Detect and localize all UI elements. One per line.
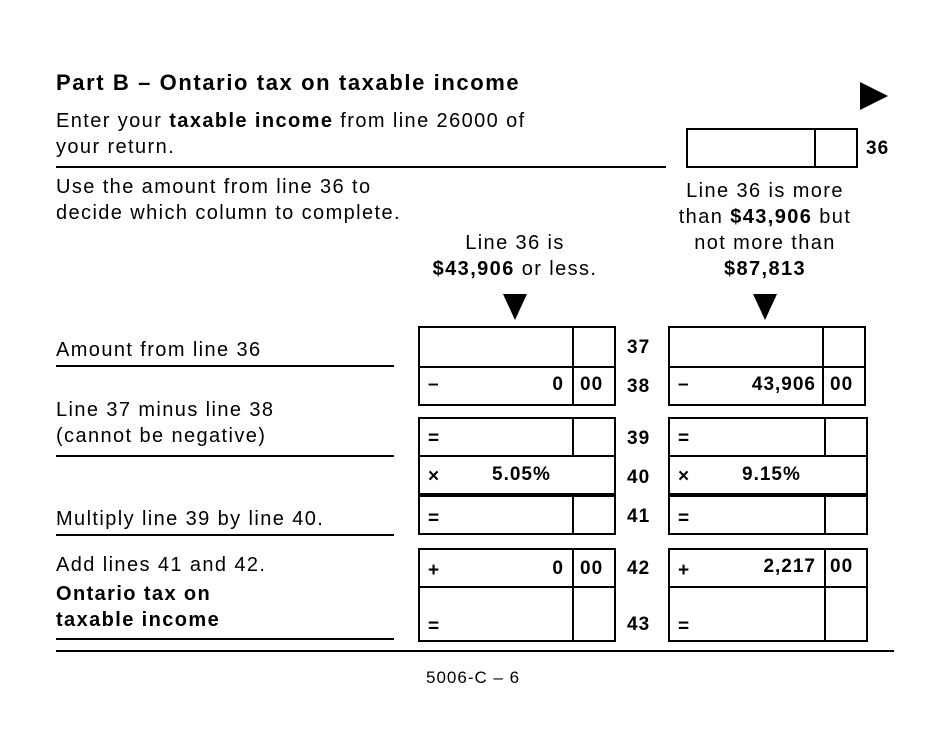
page-title: Part B – Ontario tax on taxable income	[56, 70, 521, 95]
bottom-rule	[56, 650, 894, 652]
line-number-36: 36	[866, 138, 890, 159]
cents-divider	[814, 130, 816, 166]
col1-line-38-cents: 00	[580, 374, 604, 395]
col2-line-38-value: 43,906	[751, 374, 816, 395]
cents-divider	[572, 550, 574, 640]
divider	[56, 455, 394, 457]
equals-sign: =	[678, 508, 690, 529]
cents-divider	[572, 419, 574, 455]
cents-divider	[824, 419, 826, 455]
col1-line-43-input[interactable]	[418, 586, 572, 642]
col2-heading-line-2	[650, 204, 880, 230]
intro-bold: taxable income	[169, 110, 334, 132]
multiply-sign: ×	[678, 466, 690, 487]
divider	[56, 166, 666, 168]
col2-line-42-cents: 00	[830, 556, 854, 577]
line-36-input[interactable]	[686, 128, 858, 168]
plus-sign: +	[428, 560, 440, 581]
col2-lower-threshold: $43,906	[730, 206, 813, 228]
minus-sign: –	[428, 374, 439, 395]
divider	[56, 534, 394, 536]
line-37-label: Amount from line 36	[56, 339, 262, 361]
intro-line-1	[56, 108, 526, 134]
line-number-38: 38	[627, 376, 651, 397]
col1-heading-line-2	[400, 256, 630, 282]
down-arrow-icon	[753, 294, 777, 320]
line-43-label-1: Ontario tax on	[56, 583, 212, 605]
divider	[56, 638, 394, 640]
col2-line-42-value: 2,217	[763, 556, 816, 577]
cents-divider	[824, 497, 826, 533]
col1-line-37-input[interactable]	[418, 326, 572, 366]
equals-sign: =	[678, 428, 690, 449]
col2-line-39-input[interactable]	[668, 417, 824, 455]
col2-upper-threshold: $87,813	[723, 258, 807, 280]
line-43-label-2: taxable income	[56, 609, 221, 631]
line-number-41: 41	[627, 506, 651, 527]
line-39-label-1: Line 37 minus line 38	[56, 399, 275, 421]
line-41-label: Multiply line 39 by line 40.	[56, 508, 325, 530]
col2-line-43-input[interactable]	[668, 586, 824, 642]
equals-sign: =	[678, 616, 690, 637]
intro-text-end: from line 26000 of	[333, 110, 526, 132]
line-number-37: 37	[627, 337, 651, 358]
col2-line-40-rate: 9.15%	[742, 464, 801, 485]
intro-line-2: your return.	[56, 136, 176, 158]
col1-line-42-value: 0	[552, 558, 564, 579]
equals-sign: =	[428, 508, 440, 529]
col1-threshold: $43,906	[432, 258, 515, 280]
minus-sign: –	[678, 374, 689, 395]
equals-sign: =	[428, 428, 440, 449]
col1-line-41-input[interactable]	[418, 495, 616, 535]
col1-line-42-cents: 00	[580, 558, 604, 579]
multiply-sign: ×	[428, 466, 440, 487]
form-footer: 5006-C – 6	[426, 668, 521, 687]
divider	[56, 365, 394, 367]
line-number-40: 40	[627, 467, 651, 488]
col2-heading-line-1: Line 36 is more	[686, 180, 844, 202]
line-39-label-2: (cannot be negative)	[56, 425, 267, 447]
line-42-label: Add lines 41 and 42.	[56, 554, 267, 576]
col1-line-40-rate: 5.05%	[492, 464, 551, 485]
line-number-42: 42	[627, 558, 651, 579]
col1-heading-text: or less.	[514, 258, 598, 280]
intro-text: Enter your	[56, 110, 170, 132]
cents-divider	[572, 497, 574, 533]
line-number-43: 43	[627, 614, 651, 635]
col2-heading-line-3: not more than	[694, 232, 836, 254]
col2-line-41-input[interactable]	[668, 495, 868, 535]
col1-heading-line-1: Line 36 is	[465, 232, 565, 254]
col2-line-37-input[interactable]	[668, 326, 822, 366]
continue-arrow-icon	[860, 82, 888, 110]
col2-heading-text: than	[678, 206, 731, 228]
col1-line-38-value: 0	[552, 374, 564, 395]
instruction-line-2: decide which column to complete.	[56, 202, 401, 224]
plus-sign: +	[678, 560, 690, 581]
col1-line-39-input[interactable]	[418, 417, 572, 455]
col2-heading-text-end: but	[812, 206, 852, 228]
instruction-line-1: Use the amount from line 36 to	[56, 176, 372, 198]
cents-divider	[824, 550, 826, 640]
line-number-39: 39	[627, 428, 651, 449]
col2-line-38-cents: 00	[830, 374, 854, 395]
down-arrow-icon	[503, 294, 527, 320]
equals-sign: =	[428, 616, 440, 637]
